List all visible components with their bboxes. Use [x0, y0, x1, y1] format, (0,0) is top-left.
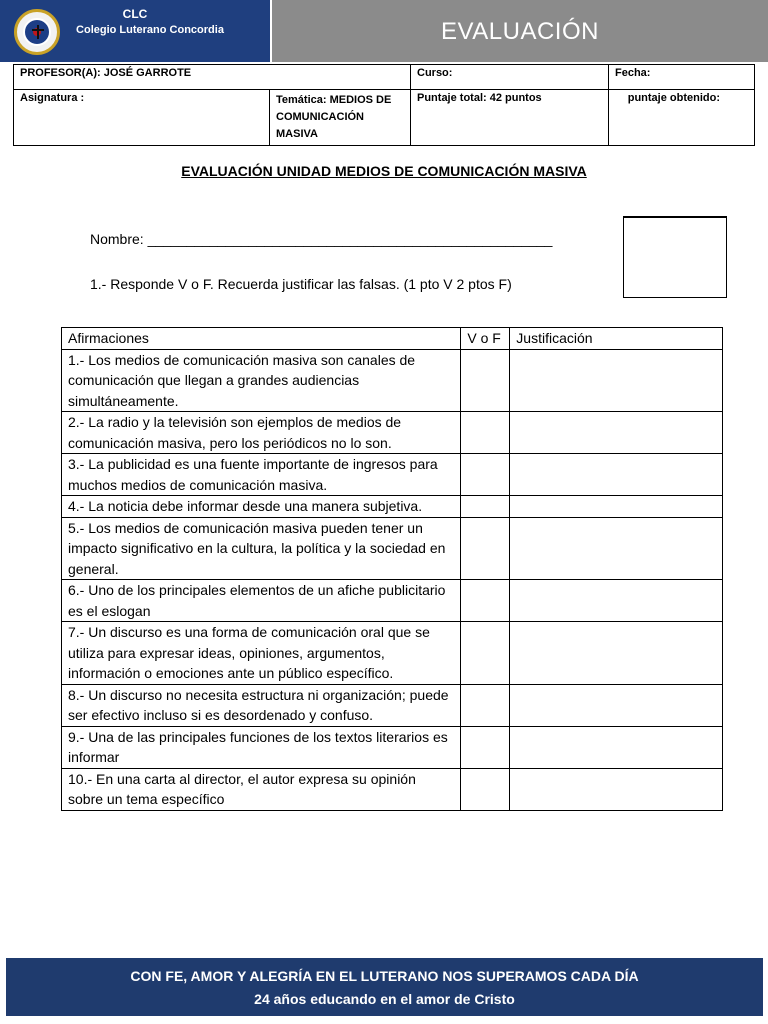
table-row [62, 726, 723, 768]
school-abbreviation: CLC [122, 7, 148, 21]
statement-cell: 10.- En una carta al director, el autor expresa su opinión sobre un tema específico [62, 768, 461, 810]
info-table [13, 64, 755, 146]
justification-cell[interactable] [510, 517, 723, 580]
score-box[interactable] [623, 216, 727, 298]
statement-cell: 5.- Los medios de comunicación masiva pueden tener un impacto significativo en la cultura, la política y la sociedad en general. [62, 517, 461, 580]
justification-cell[interactable] [510, 684, 723, 726]
section-title: EVALUACIÓN [441, 18, 599, 45]
justification-cell[interactable] [510, 726, 723, 768]
footer-banner [6, 958, 763, 1016]
statement-cell: 4.- La noticia debe informar desde una manera subjetiva. [62, 496, 461, 518]
course-cell[interactable]: Curso: [411, 65, 609, 90]
answer-cell[interactable] [461, 412, 510, 454]
header-true-false: V o F [461, 328, 510, 350]
statement-cell: 8.- Un discurso no necesita estructura ni organización; puede ser efectivo incluso si es desordenado y confuso. [62, 684, 461, 726]
table-row [62, 768, 723, 810]
answer-cell[interactable] [461, 768, 510, 810]
footer-motto: CON FE, AMOR Y ALEGRÍA EN EL LUTERANO NOS SUPERAMOS CADA DÍA [130, 968, 639, 984]
justification-cell[interactable] [510, 349, 723, 412]
statement-cell: 9.- Una de las principales funciones de los textos literarios es informar [62, 726, 461, 768]
justification-cell[interactable] [510, 580, 723, 622]
table-row [62, 349, 723, 412]
answer-cell[interactable] [461, 454, 510, 496]
answer-cell[interactable] [461, 622, 510, 685]
header-justification: Justificación [510, 328, 723, 350]
school-name: Colegio Luterano Concordia [76, 24, 224, 36]
answer-cell[interactable] [461, 684, 510, 726]
justification-cell[interactable] [510, 496, 723, 518]
date-cell[interactable]: Fecha: [609, 65, 755, 90]
statement-cell: 2.- La radio y la televisión son ejemplos de medios de comunicación masiva, pero los periódicos no lo son. [62, 412, 461, 454]
justification-cell[interactable] [510, 412, 723, 454]
table-row [62, 454, 723, 496]
table-row [62, 622, 723, 685]
table-row [62, 684, 723, 726]
table-row [62, 412, 723, 454]
justification-cell[interactable] [510, 768, 723, 810]
header-statements: Afirmaciones [62, 328, 461, 350]
statement-cell: 7.- Un discurso es una forma de comunicación oral que se utiliza para expresar ideas, opiniones, argumentos, información o emociones ante un público específico. [62, 622, 461, 685]
topic-cell: Temática: MEDIOS DE COMUNICACIÓN MASIVA [270, 90, 411, 146]
table-row [62, 517, 723, 580]
answer-cell[interactable] [461, 496, 510, 518]
name-field[interactable]: Nombre: ____________________________________________________ [90, 231, 553, 247]
statement-cell: 3.- La publicidad es una fuente importante de ingresos para muchos medios de comunicación masiva. [62, 454, 461, 496]
total-score-cell: Puntaje total: 42 puntos [411, 90, 609, 146]
header-school-banner [0, 0, 270, 62]
true-false-table [61, 327, 723, 811]
table-row [62, 496, 723, 518]
header-section-banner [272, 0, 768, 62]
subject-cell[interactable]: Asignatura : [14, 90, 270, 146]
justification-cell[interactable] [510, 622, 723, 685]
answer-cell[interactable] [461, 726, 510, 768]
justification-cell[interactable] [510, 454, 723, 496]
exam-title: EVALUACIÓN UNIDAD MEDIOS DE COMUNICACIÓN MASIVA [181, 163, 587, 179]
statement-cell: 6.- Uno de los principales elementos de un afiche publicitario es el eslogan [62, 580, 461, 622]
answer-cell[interactable] [461, 580, 510, 622]
school-seal-icon [14, 9, 60, 55]
answer-cell[interactable] [461, 517, 510, 580]
teacher-cell: PROFESOR(A): JOSÉ GARROTE [14, 65, 411, 90]
obtained-score-cell[interactable]: puntaje obtenido: [609, 90, 755, 146]
answer-cell[interactable] [461, 349, 510, 412]
footer-tagline: 24 años educando en el amor de Cristo [254, 991, 515, 1007]
table-row [62, 580, 723, 622]
question-instruction: 1.- Responde V o F. Recuerda justificar las falsas. (1 pto V 2 ptos F) [90, 276, 512, 292]
statement-cell: 1.- Los medios de comunicación masiva son canales de comunicación que llegan a grandes audiencias simultáneamente. [62, 349, 461, 412]
